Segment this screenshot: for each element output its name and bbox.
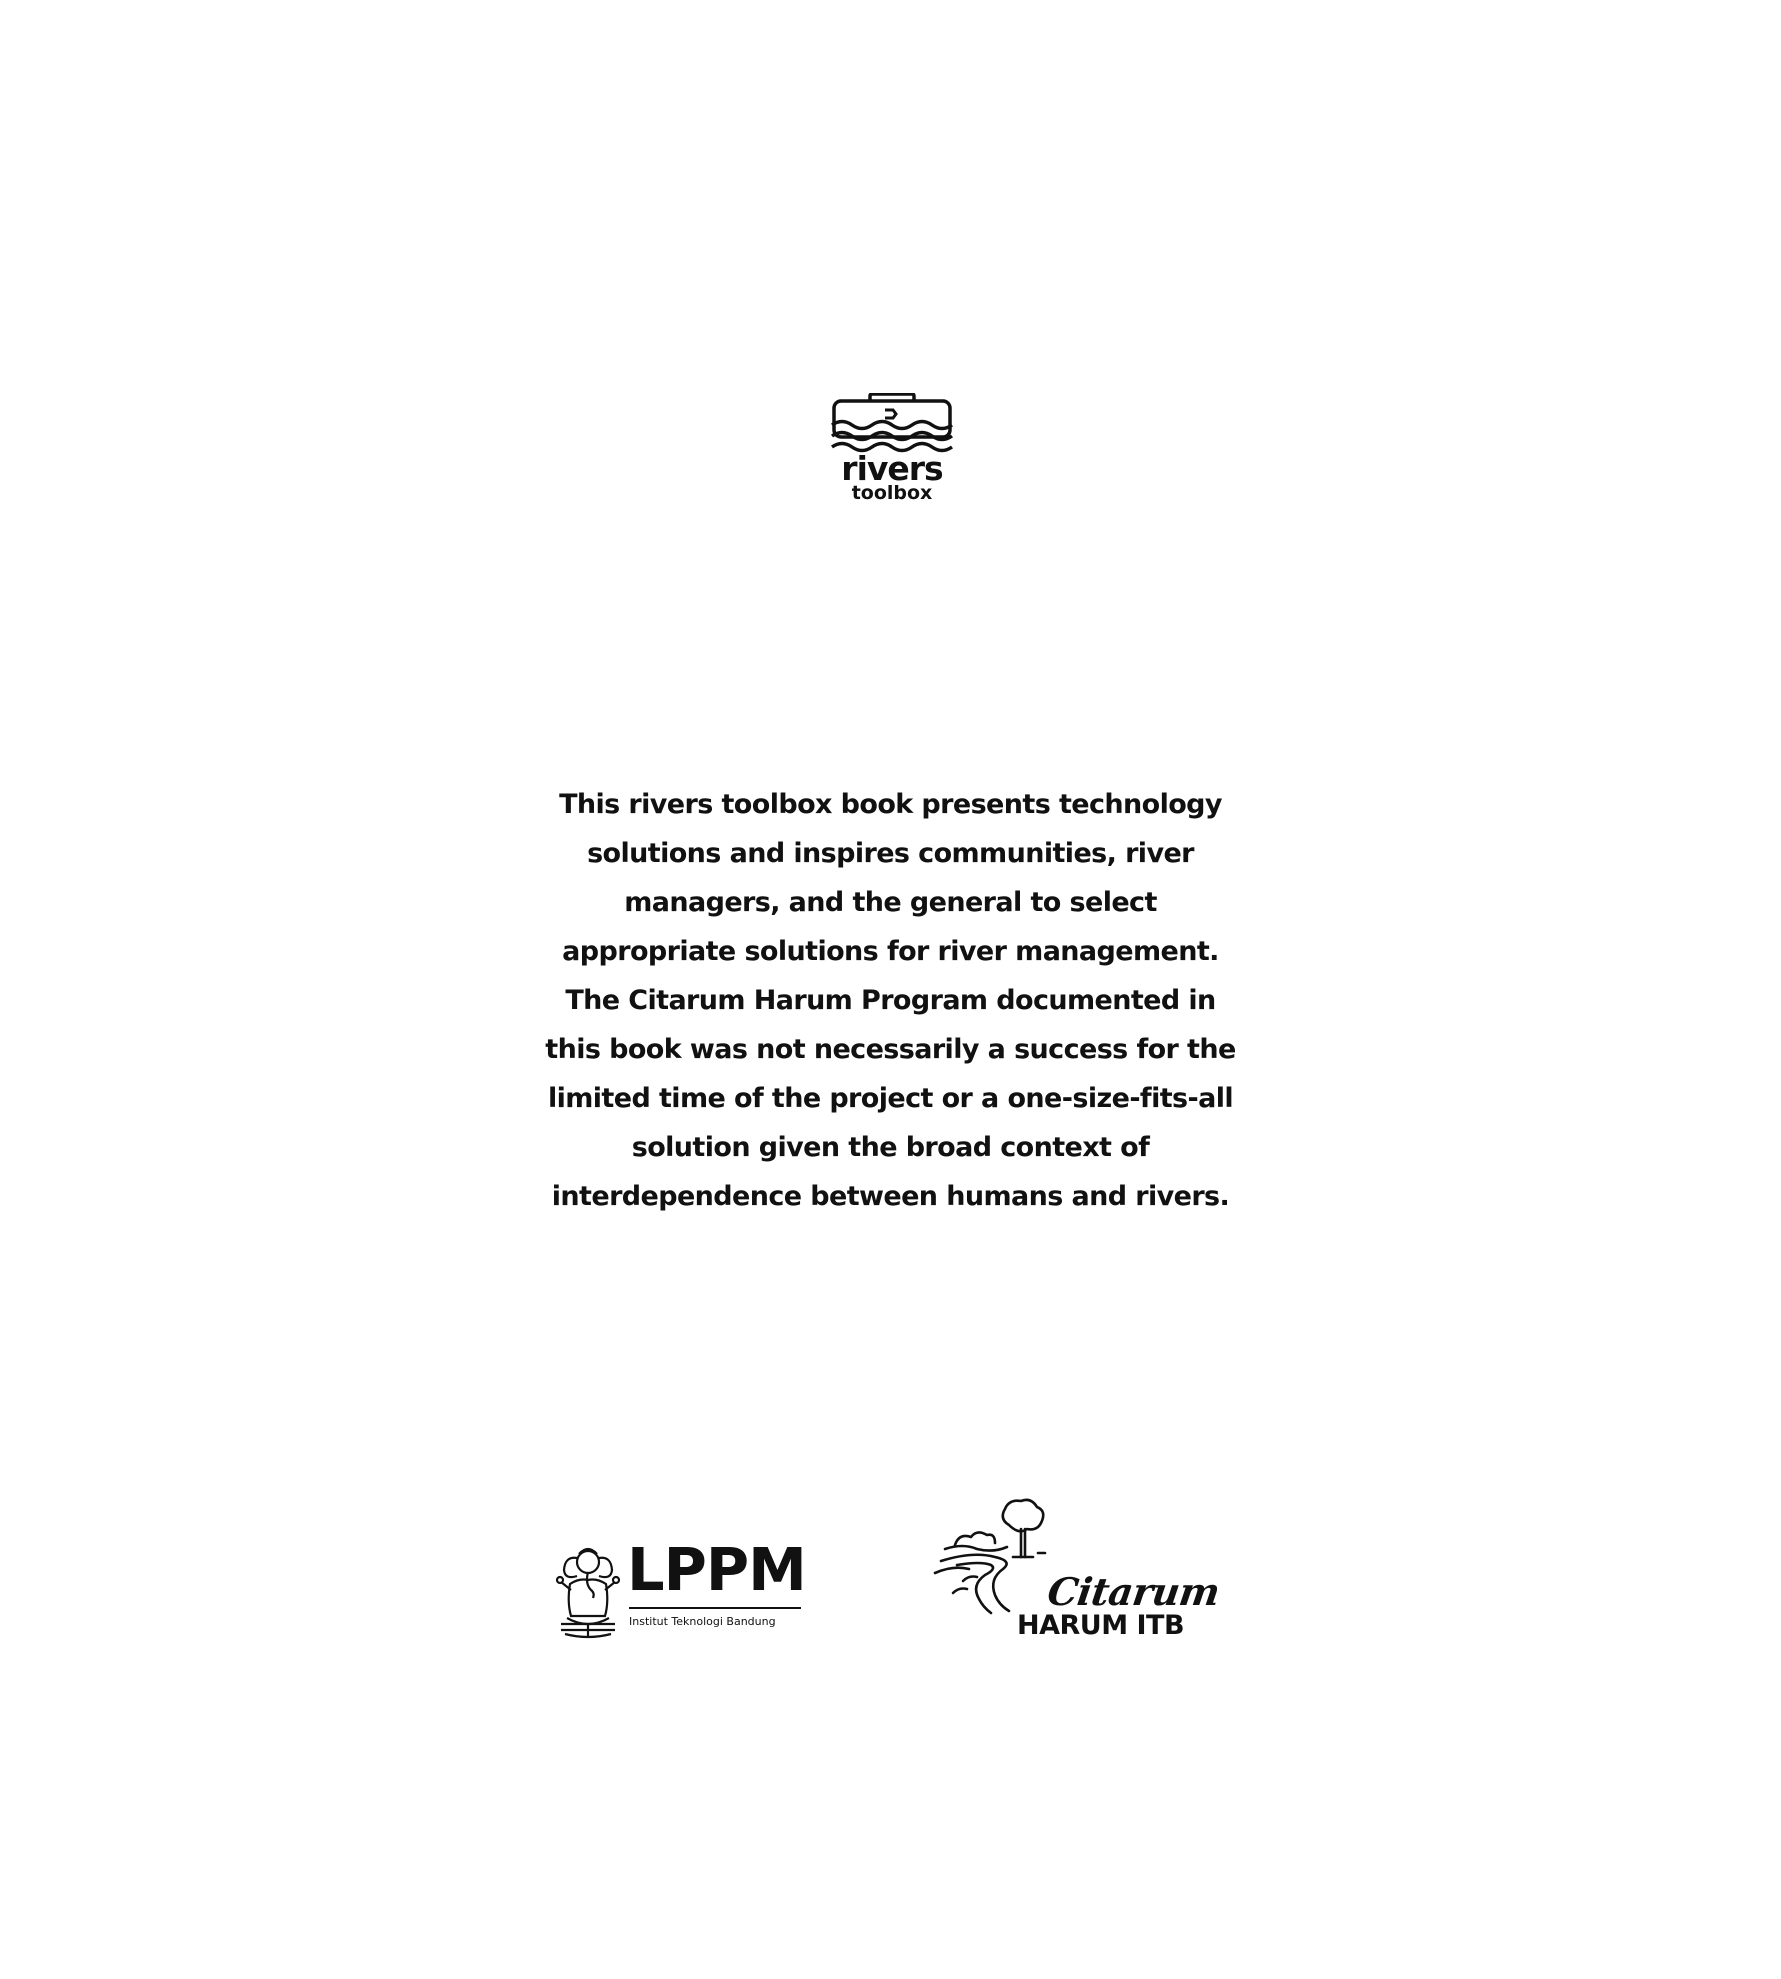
description-line: solution given the broad context of	[631, 1132, 1150, 1163]
harum-itb-wordmark: HARUM ITB	[1017, 1610, 1185, 1641]
logo-word-toolbox: toolbox	[851, 482, 933, 504]
description-line: This rivers toolbox book presents technology	[559, 789, 1222, 820]
lppm-wordmark: LPPM	[627, 1535, 806, 1604]
description-line: appropriate solutions for river management.	[562, 936, 1219, 967]
citarum-script-wordmark: Citarum	[1044, 1569, 1223, 1614]
description-line: The Citarum Harum Program documented in	[565, 985, 1216, 1016]
description-line: this book was not necessarily a success for the	[545, 1034, 1236, 1065]
lppm-subtitle: Institut Teknologi Bandung	[629, 1615, 776, 1628]
rivers-toolbox-logo	[830, 393, 954, 513]
itb-ganesha-emblem	[555, 1540, 621, 1640]
book-description	[520, 780, 1261, 1221]
toolbox-waves-icon	[830, 393, 954, 455]
lppm-itb-logo	[555, 1535, 806, 1640]
citarum-harum-itb-logo	[933, 1495, 1233, 1655]
description-line: solutions and inspires communities, river	[587, 838, 1194, 869]
description-line: managers, and the general to select	[624, 887, 1157, 918]
description-line: interdependence between humans and rivers.	[551, 1181, 1230, 1212]
description-line: limited time of the project or a one-size-fits-all	[547, 1083, 1234, 1114]
logo-word-rivers: rivers	[841, 449, 943, 488]
lppm-divider	[629, 1607, 801, 1609]
